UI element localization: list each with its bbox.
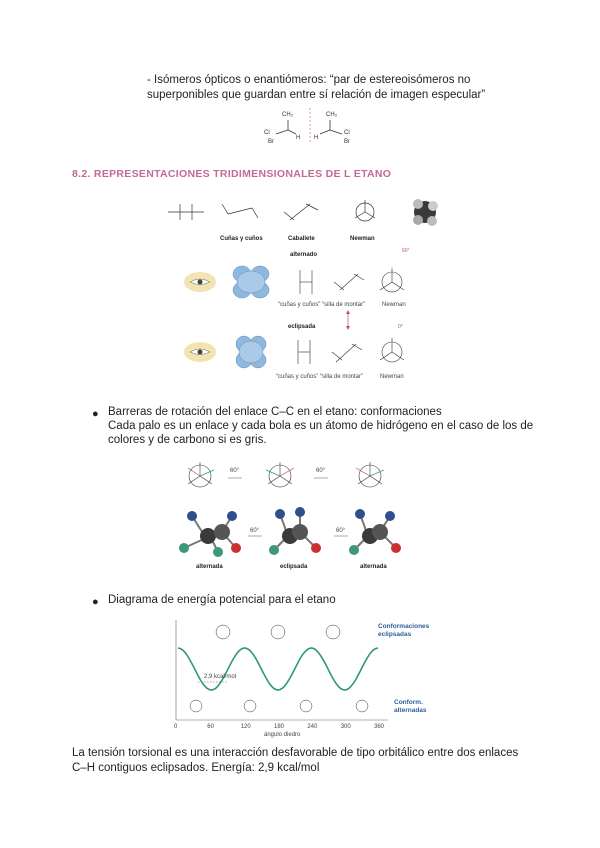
ball-stick-2	[269, 507, 321, 555]
row2-label-cunas: “cuñas y cuños”	[276, 374, 319, 380]
bullet1-line-2: Cada palo es un enlace y cada bola es un átomo de hidrógeno en el caso de los de	[108, 420, 534, 432]
ball-stick-1	[179, 511, 241, 557]
svg-text:H: H	[314, 135, 319, 141]
label-alternado: alternado	[290, 252, 318, 258]
svg-text:H: H	[296, 135, 301, 141]
enantiomer-figure	[258, 106, 376, 146]
svg-text:CH₃: CH₃	[282, 112, 294, 118]
x-tick-label: 120	[240, 724, 251, 730]
x-ticks	[174, 724, 385, 730]
caption-eclipsada: eclipsada	[280, 564, 308, 570]
svg-text:Cl: Cl	[264, 130, 270, 136]
svg-text:Br: Br	[268, 139, 274, 145]
x-tick-label: 360	[374, 724, 385, 730]
label-eclipsada: eclipsada	[288, 324, 316, 330]
row1-label-silla: “silla de montar”	[322, 302, 366, 308]
bullet1-line-1: Barreras de rotación del enlace C–C en el etano: conformaciones	[108, 406, 442, 418]
svg-text:Br: Br	[344, 139, 350, 145]
svg-text:CH₃: CH₃	[326, 112, 338, 118]
label-caballete: Caballete	[288, 236, 315, 242]
intro-line-1: - Isómeros ópticos o enantiómeros: “par de estereoisómeros no	[147, 74, 471, 86]
rot-label-1: 60°	[230, 468, 240, 474]
rot-label-ball-1: 60°	[250, 528, 260, 534]
angle-0: 0°	[398, 324, 403, 330]
angle-60: 60°	[402, 248, 410, 254]
barrier-label: 2,9 kcal/mol	[204, 674, 237, 680]
x-tick-label: 180	[274, 724, 285, 730]
intro-line-2: superponibles que guardan entre sí relación de imagen especular”	[147, 89, 486, 101]
top-structures	[168, 200, 375, 221]
bullet-dot-1: ●	[92, 408, 99, 420]
closing-line-2: C–H contiguos eclipsados. Energía: 2,9 kcal/mol	[72, 762, 320, 774]
bullet2-text: Diagrama de energía potencial para el etano	[108, 594, 336, 606]
row2-label-silla: “silla de montar”	[320, 374, 364, 380]
x-axis-label: ángulo diedro	[264, 732, 301, 738]
section-heading: 8.2. REPRESENTACIONES TRIDIMENSIONALES DE L ETANO	[72, 168, 392, 180]
ethane-representations-figure	[160, 190, 450, 390]
energy-diagram	[168, 610, 448, 738]
rotation-figure	[170, 452, 410, 574]
label-eclipsed-1: Conformaciones	[378, 623, 430, 630]
bullet-dot-2: ●	[92, 596, 99, 608]
caption-alternada-1: alternada	[196, 564, 223, 570]
svg-text:Cl: Cl	[344, 130, 350, 136]
bullet1-line-3: colores y de carbono si es gris.	[108, 434, 267, 446]
label-staggered-2: alternadas	[394, 707, 427, 714]
x-tick-label: 60	[207, 724, 214, 730]
x-tick-label: 240	[307, 724, 318, 730]
row1-label-cunas: “cuñas y cuños”	[278, 302, 321, 308]
x-tick-label: 0	[174, 724, 178, 730]
caption-alternada-2: alternada	[360, 564, 387, 570]
ball-stick-3	[349, 509, 401, 555]
row2-label-newman: Newman	[380, 374, 404, 380]
row1-label-newman: Newman	[382, 302, 406, 308]
label-staggered-1: Conform.	[394, 699, 423, 706]
x-tick-label: 300	[340, 724, 351, 730]
label-newman: Newman	[350, 236, 375, 242]
rot-label-2: 60°	[316, 468, 326, 474]
rot-label-ball-2: 60°	[336, 528, 346, 534]
label-eclipsed-2: eclipsadas	[378, 631, 412, 638]
closing-line-1: La tensión torsional es una interacción desfavorable de tipo orbitálico entre dos enlaces	[72, 747, 519, 759]
energy-curve	[178, 648, 378, 690]
label-cunas: Cuñas y cuños	[220, 236, 263, 242]
